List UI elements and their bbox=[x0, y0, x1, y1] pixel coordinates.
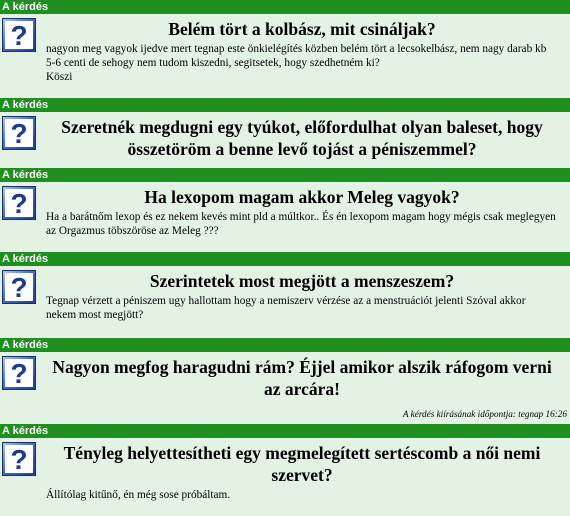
question-text: Ha a barátnőm lexop és ez nekem kevés mint pld a múltkor.. És én lexopom magam hogy mégis csak meglegyen az Orgazmus töbszöröse az Meleg ??? bbox=[46, 211, 556, 237]
question-card bbox=[0, 98, 570, 168]
card-header: A kérdés bbox=[0, 98, 570, 112]
card-body bbox=[0, 266, 570, 338]
question-mark-icon bbox=[2, 186, 36, 220]
question-mark-icon bbox=[2, 356, 36, 390]
question-title[interactable]: Szerintetek most megjött a menszeszem? bbox=[149, 271, 455, 291]
question-title[interactable]: Nagyon megfog haragudni rám? Éjjel amikor alszik ráfogom verni az arcára! bbox=[52, 357, 552, 399]
svg-text:?: ? bbox=[10, 118, 28, 149]
question-card bbox=[0, 0, 570, 98]
question-title[interactable]: Tényleg helyettesítheti egy megmelegített sertéscomb a női nemi szervet? bbox=[63, 443, 541, 485]
question-card bbox=[0, 252, 570, 338]
question-mark-icon bbox=[2, 116, 36, 150]
question-card bbox=[0, 424, 570, 516]
card-body bbox=[0, 182, 570, 252]
question-text: Állítólag kitűnő, én még sose próbáltam. bbox=[46, 489, 231, 501]
question-title[interactable]: Szeretnék megdugni egy tyúkot, előfordulhat olyan baleset, hogy összetöröm a benne levő tojást a péniszemmel? bbox=[61, 117, 543, 159]
question-text: Tegnap vérzett a péniszem ugy hallottam hogy a nemiszerv vérzése az a menstruációt jelenti Szóval akkor nekem most megjött? bbox=[46, 295, 526, 321]
question-timestamp: A kérdés kiírásának időpontja: tegnap 16:26 bbox=[402, 409, 567, 419]
svg-text:?: ? bbox=[10, 20, 28, 51]
card-body bbox=[0, 438, 570, 516]
question-card bbox=[0, 338, 570, 424]
svg-text:?: ? bbox=[10, 444, 28, 475]
card-header: A kérdés bbox=[0, 0, 570, 14]
svg-text:?: ? bbox=[10, 272, 28, 303]
question-mark-icon bbox=[2, 270, 36, 304]
card-body bbox=[0, 352, 570, 424]
card-header: A kérdés bbox=[0, 252, 570, 266]
question-mark-icon bbox=[2, 18, 36, 52]
question-card bbox=[0, 168, 570, 252]
card-header: A kérdés bbox=[0, 168, 570, 182]
card-body bbox=[0, 112, 570, 168]
card-body bbox=[0, 14, 570, 98]
svg-text:?: ? bbox=[10, 188, 28, 219]
svg-text:?: ? bbox=[10, 358, 28, 389]
card-header: A kérdés bbox=[0, 424, 570, 438]
question-text: nagyon meg vagyok ijedve mert tegnap este önkielégítés közben belém tört a lecsokelbász, nem nagy darab kb 5-6 centi de sehogy nem tudom kiszedni, segitsetek, hogy szedhetném ki? Köszi bbox=[46, 43, 547, 83]
question-title[interactable]: Ha lexopom magam akkor Meleg vagyok? bbox=[144, 187, 460, 207]
question-title[interactable]: Belém tört a kolbász, mit csináljak? bbox=[168, 19, 436, 39]
card-header: A kérdés bbox=[0, 338, 570, 352]
question-mark-icon bbox=[2, 442, 36, 476]
